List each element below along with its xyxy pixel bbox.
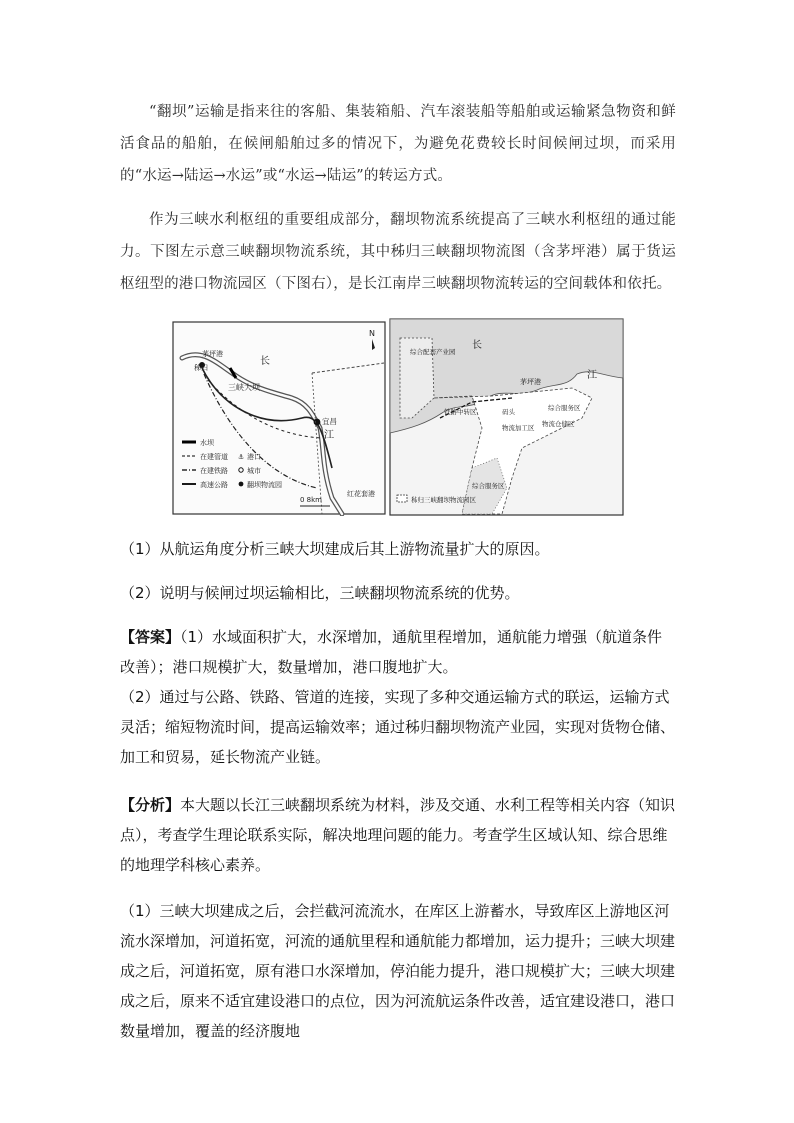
question-1-text: （1）从航运角度分析三峡大坝建成后其上游物流量扩大的原因。 xyxy=(120,540,550,558)
answer-label: 【答案】 xyxy=(120,628,181,646)
label-zone-port: 茅坪港 xyxy=(520,378,541,386)
answer-block xyxy=(120,622,676,772)
legend-park-label: 翻坝物流园 xyxy=(247,481,282,489)
question-2-text: （2）说明与候闸过坝运输相比，三峡翻坝物流系统的优势。 xyxy=(120,584,520,602)
label-zone-industrial xyxy=(410,347,456,356)
zone1-text: 综合配套产业园 xyxy=(410,348,456,356)
label-zone-wharf: 码头 xyxy=(502,408,515,416)
legend-pipeline-label: 在建管道 xyxy=(200,453,228,461)
intro-paragraph-1 xyxy=(120,96,676,192)
anchor-icon: ⚓ xyxy=(238,453,245,461)
intro-paragraph-2 xyxy=(120,204,676,300)
label-chang-left: 长 xyxy=(260,356,270,367)
legend-highway-label: 高速公路 xyxy=(200,481,228,489)
intro-text-2: 作为三峡水利枢纽的重要组成部分，翻坝物流系统提高了三峡水利枢纽的通过能力。下图左示意三峡翻坝物流系统，其中秭归三峡翻坝物流图（含茅坪港）属于货运枢纽型的港口物流园区（下图右），是长江南岸三峡翻坝物流转运的空间载体和依托。 xyxy=(120,212,676,292)
label-zone-processing: 物流加工区 xyxy=(502,424,535,432)
label-chang-right: 长 xyxy=(472,340,482,351)
intro-text-1: “翻坝”运输是指来往的客船、集装箱船、汽车滚装船等船舶或运输紧急物资和鲜活食品的船舶，在候闸船舶过多的情况下，为避免花费较长时间候闸过坝，而采用的“水运→陆运→水运”或“水运→陆运”的转运方式。 xyxy=(120,104,676,184)
analysis-text-1: 本大题以长江三峡翻坝系统为材料，涉及交通、水利工程等相关内容（知识点），考查学生理论联系实际，解决地理问题的能力。考查学生区域认知、综合思维的地理学科核心素养。 xyxy=(120,796,676,874)
label-zone-service-2: 综合服务区 xyxy=(472,482,505,490)
legend-rail-label: 在建铁路 xyxy=(200,467,228,475)
answer-line-2: （2）通过与公路、铁路、管道的连接，实现了多种交通运输方式的联运，运输方式灵活；缩短物流时间，提高运输效率；通过秭归翻坝物流产业园，实现对货物仓储、加工和贸易，延长物流产业链。 xyxy=(120,688,676,766)
yichang-marker xyxy=(314,419,321,426)
right-legend-swatch xyxy=(397,495,407,502)
question-1 xyxy=(120,534,676,564)
analysis-block-2 xyxy=(120,896,676,1046)
label-jiang-right: 江 xyxy=(587,370,597,381)
analysis-label: 【分析】 xyxy=(120,796,181,814)
analysis-block xyxy=(120,790,676,880)
park-icon xyxy=(239,482,244,487)
legend-city-label: 城市 xyxy=(247,467,261,475)
label-zone-rail: 铁路中转区 xyxy=(444,408,477,416)
analysis-line-2: （1）三峡大坝建成之后，会拦截河流流水，在库区上游蓄水，导致库区上游地区河流水深增加，河道拓宽，河流的通航里程和通航能力都增加，运力提升；三峡大坝建成之后，河道拓宽，原有港口水深增加，停泊能力提升，港口规模扩大；三峡大坝建成之后，原来不适宜建设港口的点位，因为河流航运条件改善，适宜建设港口，港口数量增加，覆盖的经济腹地 xyxy=(120,902,676,1040)
analysis-line-1 xyxy=(120,790,676,880)
label-north: N xyxy=(369,329,375,338)
label-maoping: 茅坪港 xyxy=(202,350,223,358)
label-yichang: 宜昌 xyxy=(322,417,337,426)
label-scale: 0 8km xyxy=(300,496,323,504)
label-honghua: 红花套港 xyxy=(347,490,375,498)
map-figure-svg xyxy=(172,318,624,516)
map-figure xyxy=(172,318,624,516)
legend-port-label: 港口 xyxy=(247,453,261,461)
right-legend-label: 秭归三峡翻坝物流园区 xyxy=(411,496,476,504)
legend-dam-label: 水坝 xyxy=(200,439,214,447)
label-zigui: 秭归 xyxy=(194,364,208,372)
label-zone-service-1: 综合服务区 xyxy=(548,404,581,412)
question-2 xyxy=(120,578,676,608)
label-dam: 三峡大坝 xyxy=(228,383,260,392)
label-jiang-left: 江 xyxy=(324,430,334,441)
answer-line-1 xyxy=(120,622,676,682)
label-zone-storage: 物流仓储区 xyxy=(542,420,575,428)
answer-text-1: （1）水域面积扩大，水深增加，通航里程增加，通航能力增强（航道条件改善）；港口规模扩大，数量增加，港口腹地扩大。 xyxy=(120,628,663,676)
